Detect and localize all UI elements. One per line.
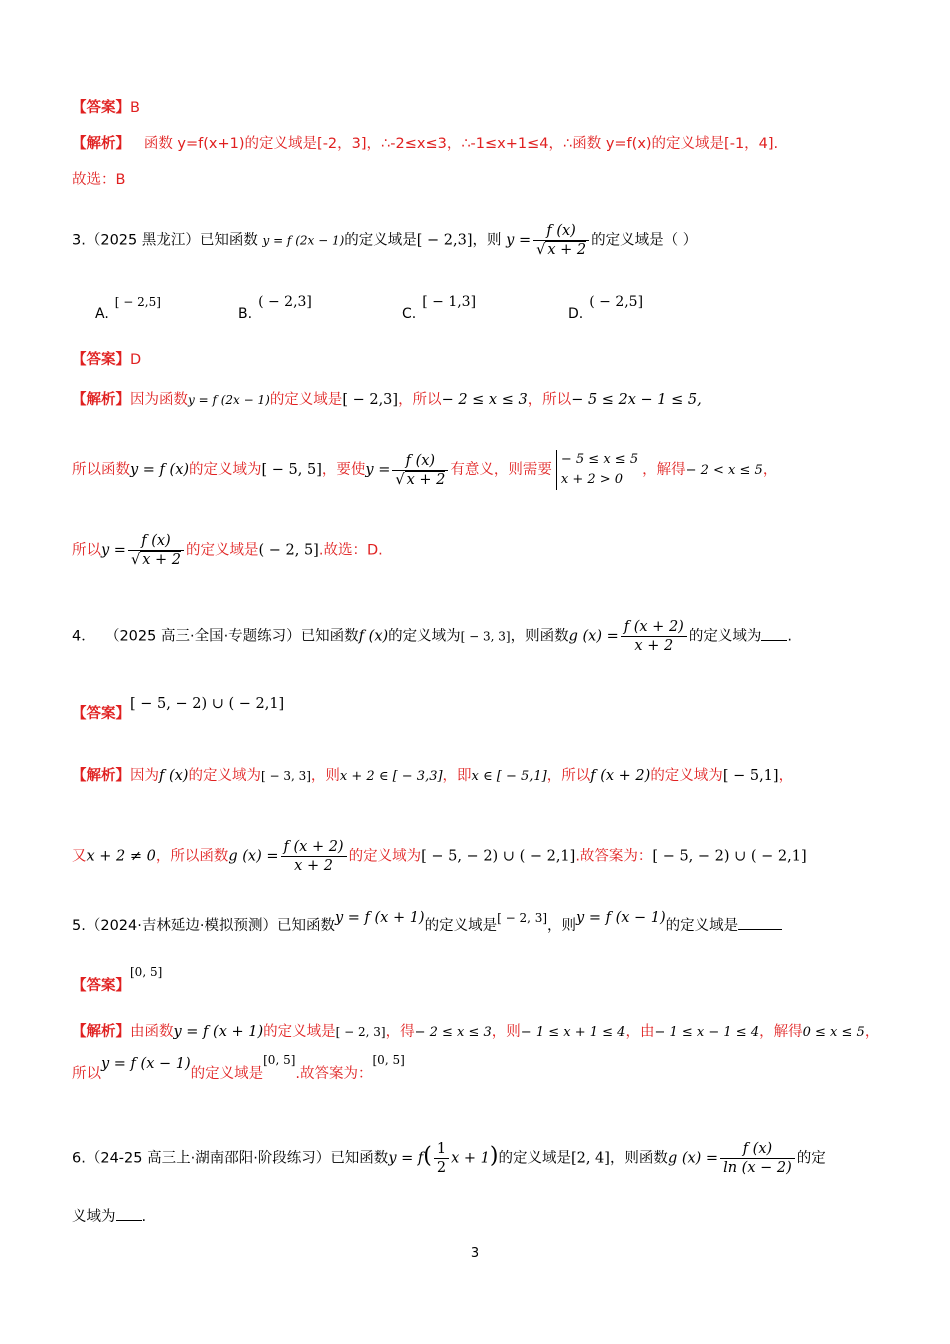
analysis-text: 所以函数: [72, 462, 130, 478]
formula: [ − 5,1]: [722, 768, 779, 784]
fraction: [128, 532, 184, 569]
formula: [0, 5]: [372, 1053, 405, 1067]
stem-text: ，则函数: [609, 1150, 668, 1167]
denominator: 2: [436, 1160, 447, 1176]
fraction: [434, 1140, 449, 1177]
analysis-text: 所以: [72, 1066, 101, 1082]
p5-answer-line: [72, 965, 890, 996]
answer-blank[interactable]: [116, 1206, 142, 1221]
formula: y = f (x − 1): [101, 1056, 191, 1072]
analysis-text: 又: [72, 848, 87, 865]
radicand: x + 2: [406, 471, 446, 488]
answer-value: [0, 5]: [130, 965, 163, 979]
formula: y = f (x + 1): [334, 910, 425, 926]
fraction: [720, 1140, 795, 1177]
analysis-text: 的定义域为: [650, 768, 723, 784]
formula: − 2 < x ≤ 5: [685, 463, 763, 478]
p4-answer-line: [72, 696, 890, 724]
paren-open: (: [423, 1143, 432, 1169]
formula: y = f (2x − 1): [188, 393, 270, 407]
option-b[interactable]: [238, 294, 312, 324]
fraction: [533, 222, 589, 259]
formula: [ − 5, − 2) ∪ ( − 2,1]: [652, 848, 807, 865]
formula: y = f (x − 1): [576, 910, 666, 926]
analysis-text: ，: [762, 462, 778, 478]
analysis-text: 的定义域是: [269, 392, 343, 408]
sqrt-icon: √: [536, 242, 546, 258]
fraction: [392, 452, 448, 489]
denominator: ln (x − 2): [723, 1160, 792, 1176]
analysis-text: ，所以: [546, 768, 591, 784]
fraction: [621, 618, 687, 655]
radicand: x + 2: [547, 242, 587, 258]
option-value: ( − 2,3]: [258, 294, 312, 310]
analysis-text: ，则: [310, 768, 340, 784]
formula: [2, 4]: [570, 1150, 610, 1167]
analysis-text: ，得: [385, 1024, 415, 1040]
formula: y = f (2x − 1): [262, 233, 345, 248]
answer-label: 【答案】: [72, 978, 130, 994]
question-number: 3.: [72, 232, 86, 249]
p2-answer-line: [72, 98, 890, 118]
fraction: [281, 838, 347, 875]
denominator: [128, 551, 184, 569]
option-label: D.: [568, 306, 584, 322]
formula: y =: [101, 542, 126, 559]
stem-text: 已知函数: [276, 918, 335, 934]
stem-text: 的定义域为: [388, 628, 461, 645]
stem-text: 已知函数: [330, 1150, 389, 1167]
stem-text: .: [141, 1209, 147, 1225]
formula: [ − 2, 3]: [335, 1025, 386, 1039]
formula: y =: [506, 232, 532, 249]
stem-text: ，则函数: [510, 628, 569, 645]
stem-text: 的定: [796, 1150, 826, 1167]
formula: [ − 5, 5]: [261, 462, 322, 478]
analysis-text: 有意义，则需要: [450, 462, 552, 478]
analysis-text: 因为函数: [130, 392, 188, 408]
analysis-text: .故选：D.: [318, 542, 383, 559]
numerator: f (x): [128, 532, 184, 551]
formula: − 2 ≤ x ≤ 3: [414, 1025, 492, 1040]
analysis-text: 函数 y=f(x+1)的定义域是[-2，3]，∴-2≤x≤3，∴-1≤x+1≤4，∴函数 y=f(x)的定义域是[-1，4].: [143, 136, 779, 152]
analysis-text: 所以: [72, 542, 101, 559]
stem-text: 已知函数: [300, 628, 359, 645]
option-label: B.: [238, 306, 253, 322]
answer-label: 【答案】: [72, 352, 130, 368]
radicand: x + 2: [142, 552, 181, 568]
answer-blank[interactable]: [761, 626, 787, 641]
formula: x ∈ [ − 5,1]: [471, 769, 547, 784]
denominator: [533, 241, 589, 259]
analysis-text: ，: [864, 1024, 880, 1040]
formula: [ − 2,3]: [416, 232, 473, 249]
analysis-text: ，即: [442, 768, 472, 784]
sqrt-icon: √: [395, 471, 405, 488]
formula: f (x): [358, 628, 389, 645]
answer-blank[interactable]: [738, 915, 782, 930]
page-number: 3: [470, 1246, 480, 1261]
formula: [ − 5, − 2) ∪ ( − 2,1]: [421, 848, 576, 865]
answer-value: D: [130, 352, 142, 368]
formula: g (x) =: [667, 1150, 719, 1167]
formula: f (x): [159, 768, 189, 784]
p4-question: [72, 618, 890, 655]
p4-analysis-1: [72, 766, 890, 787]
analysis-text: .故答案为：: [295, 1066, 373, 1082]
answer-value: [ − 5, − 2) ∪ ( − 2,1]: [130, 696, 285, 712]
formula: y = f (x + 1): [173, 1024, 264, 1040]
formula: y =: [365, 462, 391, 478]
question-source: （2025 黑龙江）: [85, 232, 200, 249]
stem-text: ，则: [547, 918, 577, 934]
numerator: f (x + 2): [621, 618, 687, 637]
p2-conclusion: 故选：B: [72, 172, 126, 188]
analysis-text: ，: [778, 768, 794, 784]
formula: x + 2 ≠ 0: [86, 848, 156, 865]
p2-analysis-line: [72, 134, 890, 154]
analysis-text: ，所以函数: [155, 848, 229, 865]
formula: x + 2 ∈ [ − 3,3]: [339, 769, 443, 784]
paren-close: ): [489, 1143, 499, 1169]
answer-value: B: [130, 100, 140, 116]
formula: y = f: [388, 1150, 424, 1167]
system-row: x + 2 > 0: [560, 472, 624, 487]
denominator: x + 2: [634, 638, 674, 654]
question-number: 5.: [72, 918, 86, 934]
analysis-text: 由函数: [130, 1024, 174, 1040]
analysis-text: ，要使: [321, 462, 366, 478]
formula: [ − 2, 3]: [497, 911, 548, 925]
analysis-text: .故答案为：: [575, 848, 653, 865]
option-value: [ − 1,3]: [422, 294, 477, 310]
p5-analysis-2: [72, 1053, 890, 1084]
analysis-label: 【解析】: [72, 136, 130, 152]
question-source: （2024·吉林延边·模拟预测）: [85, 918, 277, 934]
analysis-text: ，所以: [527, 392, 572, 408]
formula: 0 ≤ x ≤ 5: [802, 1025, 865, 1040]
stem-text: 的定义域是: [344, 232, 417, 249]
analysis-text: 因为: [130, 768, 159, 784]
option-c[interactable]: [402, 294, 477, 324]
numerator: f (x): [720, 1140, 795, 1159]
option-value: ( − 2,5]: [589, 294, 644, 310]
p3-analysis-1: [72, 390, 890, 410]
numerator: f (x): [392, 452, 448, 471]
formula: − 1 ≤ x − 1 ≤ 4: [654, 1025, 760, 1040]
question-source: （24-25 高三上·湖南邵阳·阶段练习）: [85, 1150, 331, 1167]
stem-text: .: [787, 628, 792, 645]
p3-analysis-2: [72, 450, 890, 490]
formula: − 1 ≤ x + 1 ≤ 4: [520, 1025, 626, 1040]
stem-text: 的定义域是: [665, 918, 739, 934]
analysis-text: ，解得: [759, 1024, 803, 1040]
formula: [ − 2,3]: [342, 392, 399, 408]
analysis-text: 的定义域为: [348, 848, 422, 865]
p3-analysis-3: [72, 532, 890, 569]
formula: [ − 3, 3]: [260, 769, 311, 783]
option-d[interactable]: [568, 294, 644, 324]
analysis-text: 的定义域是: [263, 1024, 336, 1040]
p3-answer-line: [72, 350, 890, 370]
p6-question-cont: [72, 1206, 890, 1227]
analysis-text: ，则: [491, 1024, 521, 1040]
formula: − 5 ≤ 2x − 1 ≤ 5,: [571, 392, 702, 408]
analysis-label: 【解析】: [72, 1024, 130, 1040]
analysis-label: 【解析】: [72, 392, 130, 408]
question-number: 6.: [72, 1150, 86, 1167]
formula: ( − 2, 5]: [258, 542, 319, 559]
formula: g (x) =: [228, 848, 279, 865]
p5-analysis-1: [72, 1022, 890, 1043]
denominator: [392, 471, 448, 489]
formula: [0, 5]: [263, 1053, 296, 1067]
analysis-text: ，解得: [642, 462, 686, 478]
analysis-text: ，由: [625, 1024, 655, 1040]
stem-text: 的定义域是: [424, 918, 498, 934]
analysis-label: 【解析】: [72, 768, 130, 784]
numerator: 1: [434, 1140, 449, 1159]
p4-analysis-2: [72, 838, 890, 875]
stem-text: 的定义域为: [688, 628, 762, 645]
p5-question: [72, 910, 890, 936]
system-brace: [556, 450, 638, 490]
p6-question: [72, 1140, 890, 1177]
stem-text: 义域为: [72, 1209, 116, 1225]
p3-question: [72, 222, 890, 259]
question-source: （2025 高三·全国·专题练习）: [104, 628, 301, 645]
question-number: 4．: [72, 628, 96, 645]
analysis-text: 的定义域为: [188, 768, 261, 784]
analysis-text: 的定义域为: [189, 462, 262, 478]
formula: [ − 3, 3]: [460, 629, 511, 644]
formula: − 2 ≤ x ≤ 3: [441, 392, 528, 408]
analysis-text: ，所以: [398, 392, 442, 408]
analysis-text: 的定义域是: [185, 542, 259, 559]
option-a[interactable]: [95, 295, 161, 324]
system-row: − 5 ≤ x ≤ 5: [560, 452, 639, 467]
stem-text: 的定义域是（ ）: [591, 232, 698, 249]
stem-text: 的定义域是: [498, 1150, 571, 1167]
sqrt-icon: √: [130, 552, 141, 568]
analysis-text: 的定义域是: [190, 1066, 264, 1082]
option-label: A.: [95, 306, 109, 322]
option-value: [ − 2,5]: [114, 295, 161, 309]
formula: f (x + 2): [590, 768, 651, 784]
answer-label: 【答案】: [72, 100, 130, 116]
formula: x + 1: [451, 1150, 490, 1167]
stem-text: ，则: [472, 232, 502, 249]
answer-label: 【答案】: [72, 706, 130, 722]
stem-text: 已知函数: [199, 232, 258, 249]
option-label: C.: [402, 306, 417, 322]
formula: y = f (x): [130, 462, 190, 478]
numerator: f (x): [533, 222, 589, 241]
numerator: f (x + 2): [281, 838, 347, 857]
denominator: x + 2: [294, 858, 333, 874]
formula: g (x) =: [568, 628, 619, 645]
